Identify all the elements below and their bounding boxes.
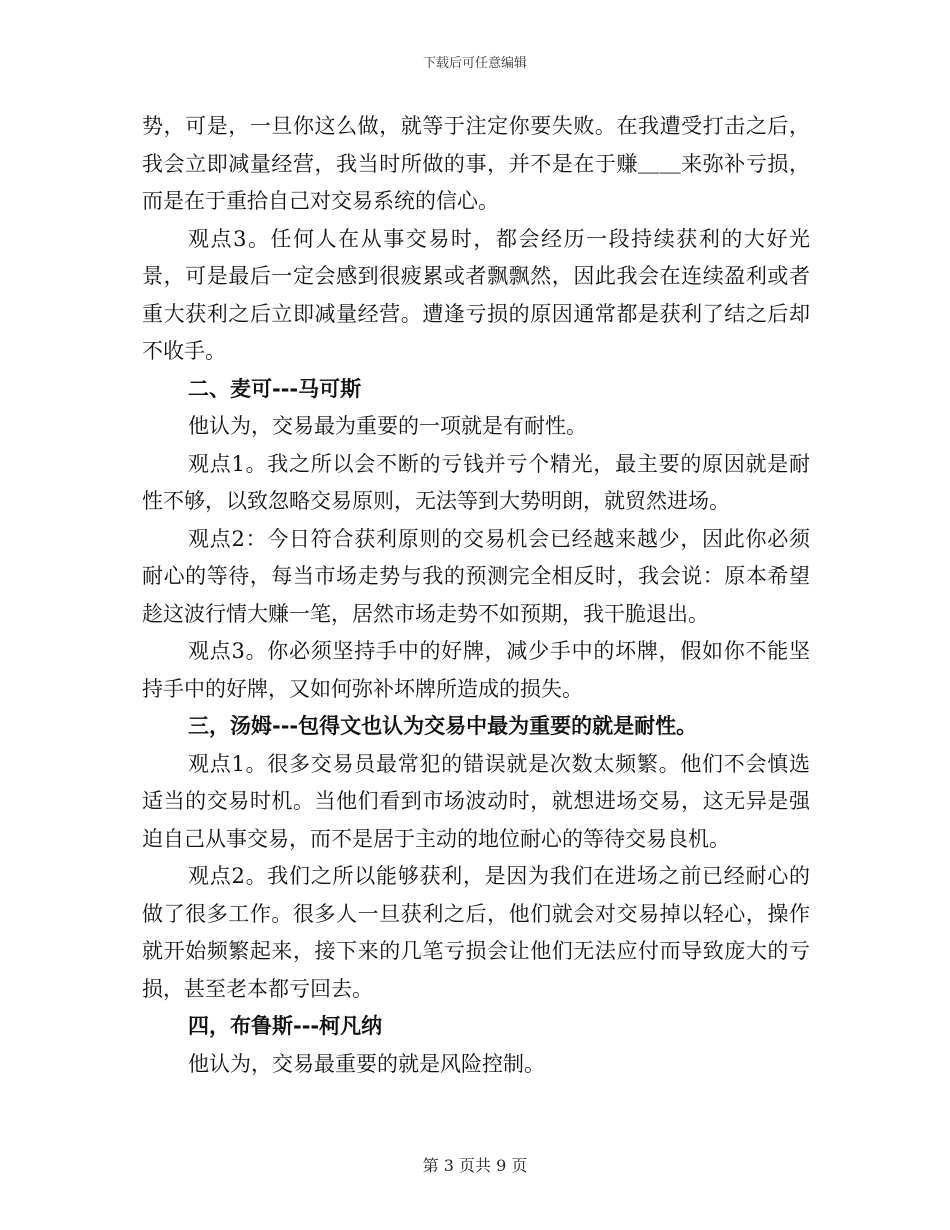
paragraph-summary: 他认为，交易最为重要的一项就是有耐性。 [188, 414, 587, 438]
paragraph-viewpoint-2: 观点2。我们之所以能够获利，是因为我们在进场之前已经耐心的做了很多工作。很多人一旦获利之后，他们就会对交易掉以轻心，操作就开始频繁起来，接下来的几笔亏损会让他们无法应付而导致庞大的亏损，甚至老本都亏回去。 [142, 864, 810, 1001]
page-number: 第 3 页共 9 页 [422, 1156, 528, 1175]
paragraph-continuation: 势，可是，一旦你这么做，就等于注定你要失败。在我遭受打击之后，我会立即减量经营，我当时所做的事，并不是在于赚＿＿来弥补亏损，而是在于重拾自己对交易系统的信心。 [142, 114, 810, 213]
section-heading-3: 三，汤姆---包得文也认为交易中最为重要的就是耐性。 [188, 714, 698, 738]
section-heading-4: 四，布鲁斯---柯凡纳 [188, 1014, 383, 1038]
paragraph-viewpoint-3: 观点3。任何人在从事交易时，都会经历一段持续获利的大好光景，可是最后一定会感到很疲累或者飘飘然，因此我会在连续盈利或者重大获利之后立即减量经营。遭逢亏损的原因通常都是获利了结之后却不收手。 [142, 226, 810, 363]
paragraph-viewpoint-3: 观点3。你必须坚持手中的好牌，减少手中的坏牌，假如你不能坚持手中的好牌，又如何弥补坏牌所造成的损失。 [142, 639, 810, 701]
section-heading-2: 二、麦可---马可斯 [188, 376, 362, 401]
paragraph-summary: 他认为，交易最重要的就是风险控制。 [188, 1051, 545, 1076]
paragraph-viewpoint-2: 观点2：今日符合获利原则的交易机会已经越来越少，因此你必须耐心的等待，每当市场走势与我的预测完全相反时，我会说：原本希望趁这波行情大赚一笔，居然市场走势不如预期，我干脆退出。 [142, 526, 810, 626]
document-body [142, 108, 810, 1083]
paragraph-viewpoint-1: 观点1。我之所以会不断的亏钱并亏个精光，最主要的原因就是耐性不够，以致忽略交易原则，无法等到大势明朗，就贸然进场。 [142, 451, 810, 513]
page-header-note: 下载后可任意编辑 [422, 56, 527, 71]
paragraph-viewpoint-1: 观点1。很多交易员最常犯的错误就是次数太频繁。他们不会慎选适当的交易时机。当他们看到市场波动时，就想进场交易，这无异是强迫自己从事交易，而不是居于主动的地位耐心的等待交易良机。 [142, 751, 810, 851]
